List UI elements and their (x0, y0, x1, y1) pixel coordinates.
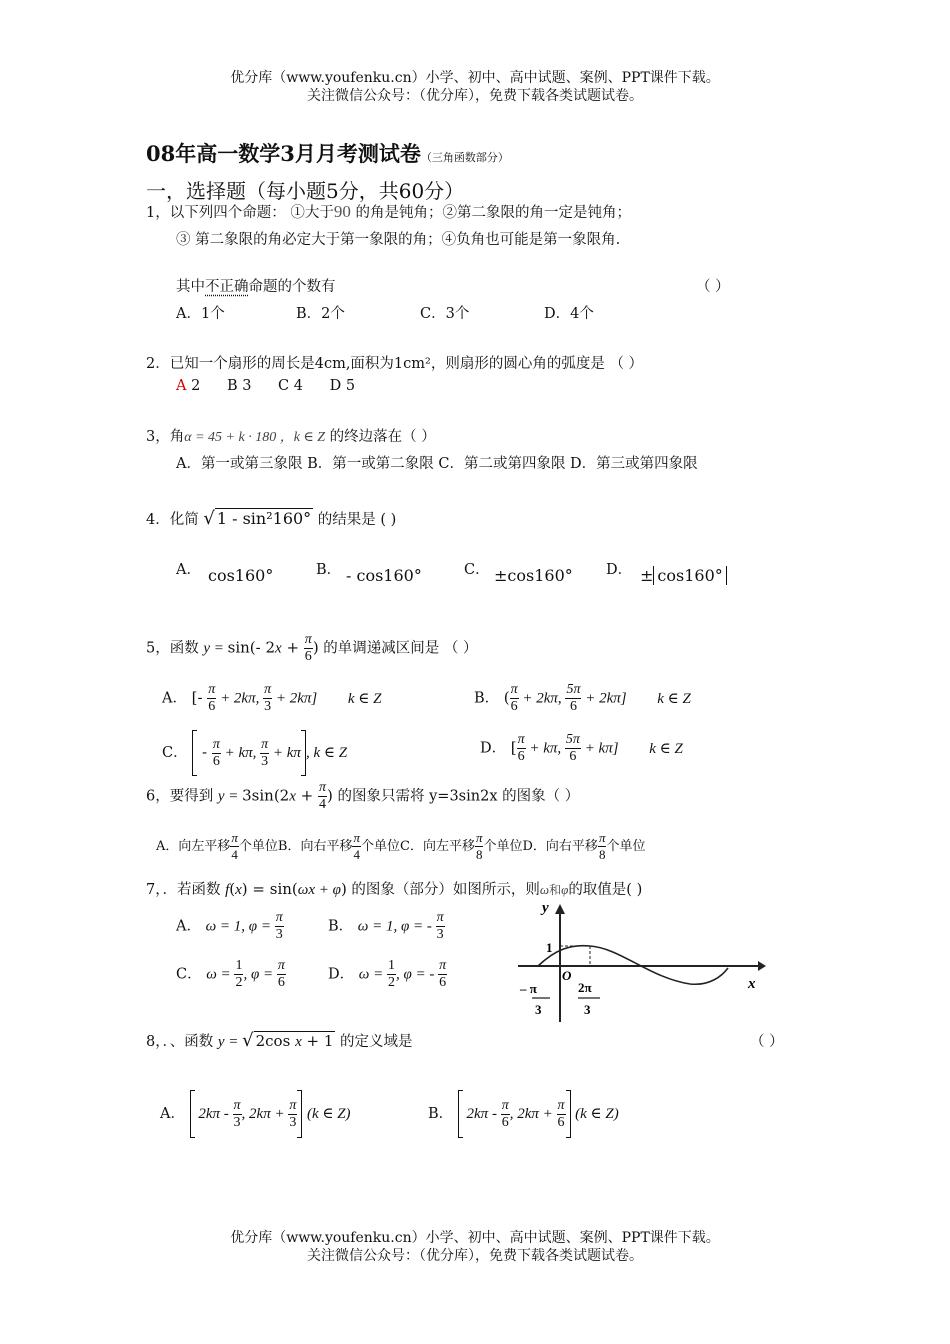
q5-option-d: D． [ $\frac{\pi}{6}$ + kπ, $\frac{5\pi}{6}$ + kπ] k ∈ Z (480, 732, 683, 764)
graph-y-label: y (542, 900, 549, 916)
q4-option-c-value: ±cos160° (494, 566, 573, 585)
graph-y-arrow-icon (555, 904, 565, 914)
q6-options: A．向左平移 $\frac{\pi}{4}$ 个单位B．向右平移 $\frac{\pi}{4}$ 个单位C．向左平移 $\frac{\pi}{8}$ 个单位D．向右平移 $\frac{\pi}{8}$ 个单位 (156, 830, 646, 862)
q7-option-c: C． ω = $\frac{1}{2}$ , φ = $\frac{\pi}{6}$ (176, 958, 285, 990)
q2-stem: 2．已知一个扇形的周长是4cm,面积为1cm²，则扇形的圆心角的弧度是 （ ） (146, 356, 644, 372)
graph-origin-label: O (562, 968, 572, 983)
q4-option-a: A． (176, 562, 201, 578)
q1-option-d: D．4个 (544, 306, 594, 322)
q8-stem: 8，．、函数 y = √ 2cos x + 1 的定义域是 (146, 1030, 413, 1051)
q4-option-c: C． (464, 562, 490, 578)
q4-option-b: B． (316, 562, 342, 578)
q6-stem: 6，要得到 y = 3sin(2x + $\frac{\pi}{4}$ ) 的图象只需将 y=3sin2x 的图象（ ） (146, 780, 580, 812)
q1-option-c: C．3个 (420, 306, 470, 322)
svg-text:3: 3 (584, 1002, 591, 1017)
q1-line2: ③ 第二象限的角必定大于第一象限的角；④负角也可能是第一象限角. (176, 232, 621, 248)
q7-graph (510, 898, 770, 1026)
header-line-1: 优分库（www.youfenku.cn）小学、初中、高中试题、案例、PPT课件下载。 (230, 70, 720, 86)
title-subtitle: （三角函数部分） (420, 151, 509, 164)
q5-option-a: A． [- $\frac{\pi}{6}$ + 2kπ, $\frac{\pi}{3}$ + 2kπ] k ∈ Z (162, 682, 382, 714)
q1-stem: 其中不正确命题的个数有 (176, 279, 336, 295)
footer-line-1: 优分库（www.youfenku.cn）小学、初中、高中试题、案例、PPT课件下载。 (230, 1230, 720, 1246)
q5-option-b: B． ( $\frac{\pi}{6}$ + 2kπ, $\frac{5\pi}{6}$ + 2kπ] k ∈ Z (474, 682, 691, 714)
graph-x-arrow-icon (758, 961, 766, 971)
q4-option-b-value: - cos160° (346, 566, 422, 585)
q4-option-d: D． (606, 562, 633, 578)
q7-option-d: D． ω = $\frac{1}{2}$ , φ = - $\frac{\pi}{6}$ (328, 958, 447, 990)
q2-options: A 2 B 3 C 4 D 5 (176, 378, 356, 394)
q1-answer-paren: （ ） (696, 279, 730, 295)
q7-option-b: B． ω = 1, φ = - $\frac{\pi}{3}$ (328, 910, 444, 942)
q4-stem: 4．化简 √ 1 - sin²160° 的结果是 ( ) (146, 508, 397, 529)
q4-option-d-value: ± cos160° (640, 566, 727, 585)
svg-text:3: 3 (535, 1002, 542, 1017)
q3-expr: α = 45 + k · 180 ，k ∈ Z (184, 430, 326, 445)
q4-radicand: 1 - sin²160° (216, 509, 312, 528)
graph-neg-pi-third-label: – π (520, 981, 537, 996)
section-heading: 一，选择题（每小题5分，共60分） (146, 179, 465, 203)
q5-option-c: C． - $\frac{\pi}{6}$ + kπ, $\frac{\pi}{3}$ + kπ , k ∈ Z (162, 730, 347, 776)
graph-two-pi-third-label: 2π (578, 980, 592, 995)
q3-stem: 3，角α = 45 + k · 180 ，k ∈ Z 的终边落在（ ） (146, 429, 436, 445)
graph-one-label: 1 (546, 940, 553, 955)
q8-answer-paren: （ ） (750, 1034, 784, 1050)
q7-stem: 7，．若函数 f(x) = sin(ωx + φ) 的图象（部分）如图所示，则ω和φ的取值是( ) (146, 880, 643, 898)
q8-option-a: A． 2kπ - $\frac{\pi}{3}$ , 2kπ + $\frac{\pi}{3}$ (k ∈ Z) (160, 1090, 351, 1138)
q5-stem: 5，函数 y = sin(- 2x + $\frac{\pi}{6}$ ) 的单调递减区间是 （ ） (146, 632, 478, 664)
q8-option-b: B． 2kπ - $\frac{\pi}{6}$ , 2kπ + $\frac{\pi}{6}$ (k ∈ Z) (428, 1090, 619, 1138)
q7-option-a: A． ω = 1, φ = $\frac{\pi}{3}$ (176, 910, 283, 942)
footer-line-2: 关注微信公众号：（优分库），免费下载各类试题试卷。 (307, 1248, 643, 1264)
header-line-2: 关注微信公众号：（优分库），免费下载各类试题试卷。 (307, 88, 643, 104)
page-title: 08年高一数学3月月考测试卷（三角函数部分） (146, 141, 509, 166)
q1-option-b: B．2个 (296, 306, 345, 322)
graph-x-label: x (748, 976, 756, 992)
q4-option-a-value: cos160° (208, 566, 274, 585)
q2-option-a-label: A (176, 378, 187, 394)
q3-options: A．第一或第三象限 B．第一或第二象限 C．第二或第四象限 D．第三或第四象限 (176, 456, 698, 472)
q1-line1: 1，以下列四个命题： ①大于90 的角是钝角；②第二象限的角一定是钝角； (146, 202, 631, 221)
q1-option-a: A．1个 (176, 306, 225, 322)
